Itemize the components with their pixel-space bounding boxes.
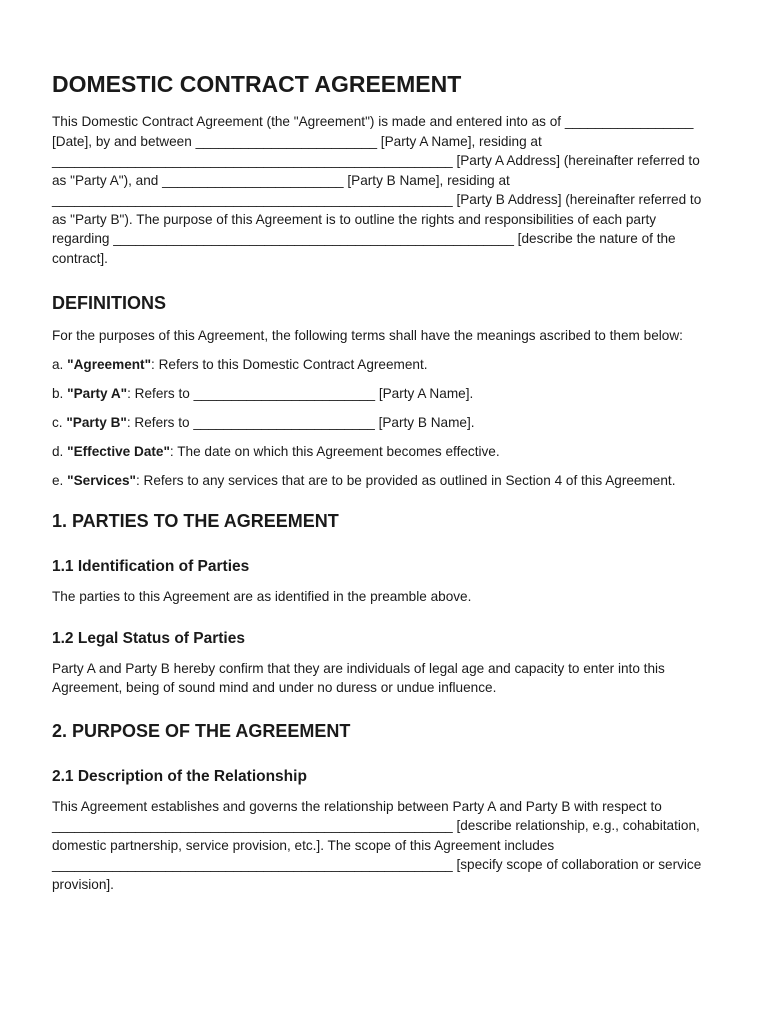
section-1-heading: 1. PARTIES TO THE AGREEMENT xyxy=(52,511,339,531)
section-1-1-heading: 1.1 Identification of Parties xyxy=(52,558,250,575)
definition-term: "Effective Date" xyxy=(67,443,170,459)
section-2-heading: 2. PURPOSE OF THE AGREEMENT xyxy=(52,720,351,741)
definitions-heading: DEFINITIONS xyxy=(52,293,167,313)
definition-item: d. "Effective Date": The date on which this Agreement becomes effective. xyxy=(52,443,500,459)
definition-item: a. "Agreement": Refers to this Domestic Contract Agreement. xyxy=(52,356,428,372)
definition-term: "Party B" xyxy=(66,414,127,430)
definition-term: "Agreement" xyxy=(67,356,152,372)
section-1-2-heading: 1.2 Legal Status of Parties xyxy=(52,629,245,647)
section-2-1-heading: 2.1 Description of the Relationship xyxy=(52,767,307,785)
section-2-1-text: This Agreement establishes and governs the relationship between Party A and Party B with respect to _____________________________________________________ [describe relationship, e.g., cohabitation, domestic partnership, service provision, etc.]. The scope of this Agreement includes _____________________________________________________ [specify scope of collaboration or service provision]. xyxy=(52,798,702,892)
definition-term: "Party A" xyxy=(67,385,128,401)
definition-item: e. "Services": Refers to any services that are to be provided as outlined in Section 4 of this Agreement. xyxy=(52,472,676,488)
definition-term: "Services" xyxy=(67,472,136,488)
section-1-1-text: The parties to this Agreement are as identified in the preamble above. xyxy=(52,589,472,604)
section-1-2-text: Party A and Party B hereby confirm that they are individuals of legal age and capacity to enter into this Agreement, being of sound mind and under no duress or undue influence. xyxy=(52,660,665,695)
document-title: DOMESTIC CONTRACT AGREEMENT xyxy=(52,71,462,97)
intro-paragraph: This Domestic Contract Agreement (the "Agreement") is made and entered into as of _________________ [Date], by and between ________________________ [Party A Name], residing at _____________________________________________________ [Party A Address] (hereinafter referred to as "Party A"), and ________________________ [Party B Name], residing at _____________________________________________________ [Party B Address] (hereinafter referred to as "Party B"). The purpose of this Agreement is to outline the rights and responsibilities of each party regarding _____________________________________________________ [describe the nature of the contract]. xyxy=(52,114,702,266)
document-page xyxy=(52,70,716,916)
definition-item: c. "Party B": Refers to ________________________ [Party B Name]. xyxy=(52,414,475,430)
definition-item: b. "Party A": Refers to ________________________ [Party A Name]. xyxy=(52,385,474,401)
definitions-intro: For the purposes of this Agreement, the following terms shall have the meanings ascribed to them below: xyxy=(52,328,683,343)
